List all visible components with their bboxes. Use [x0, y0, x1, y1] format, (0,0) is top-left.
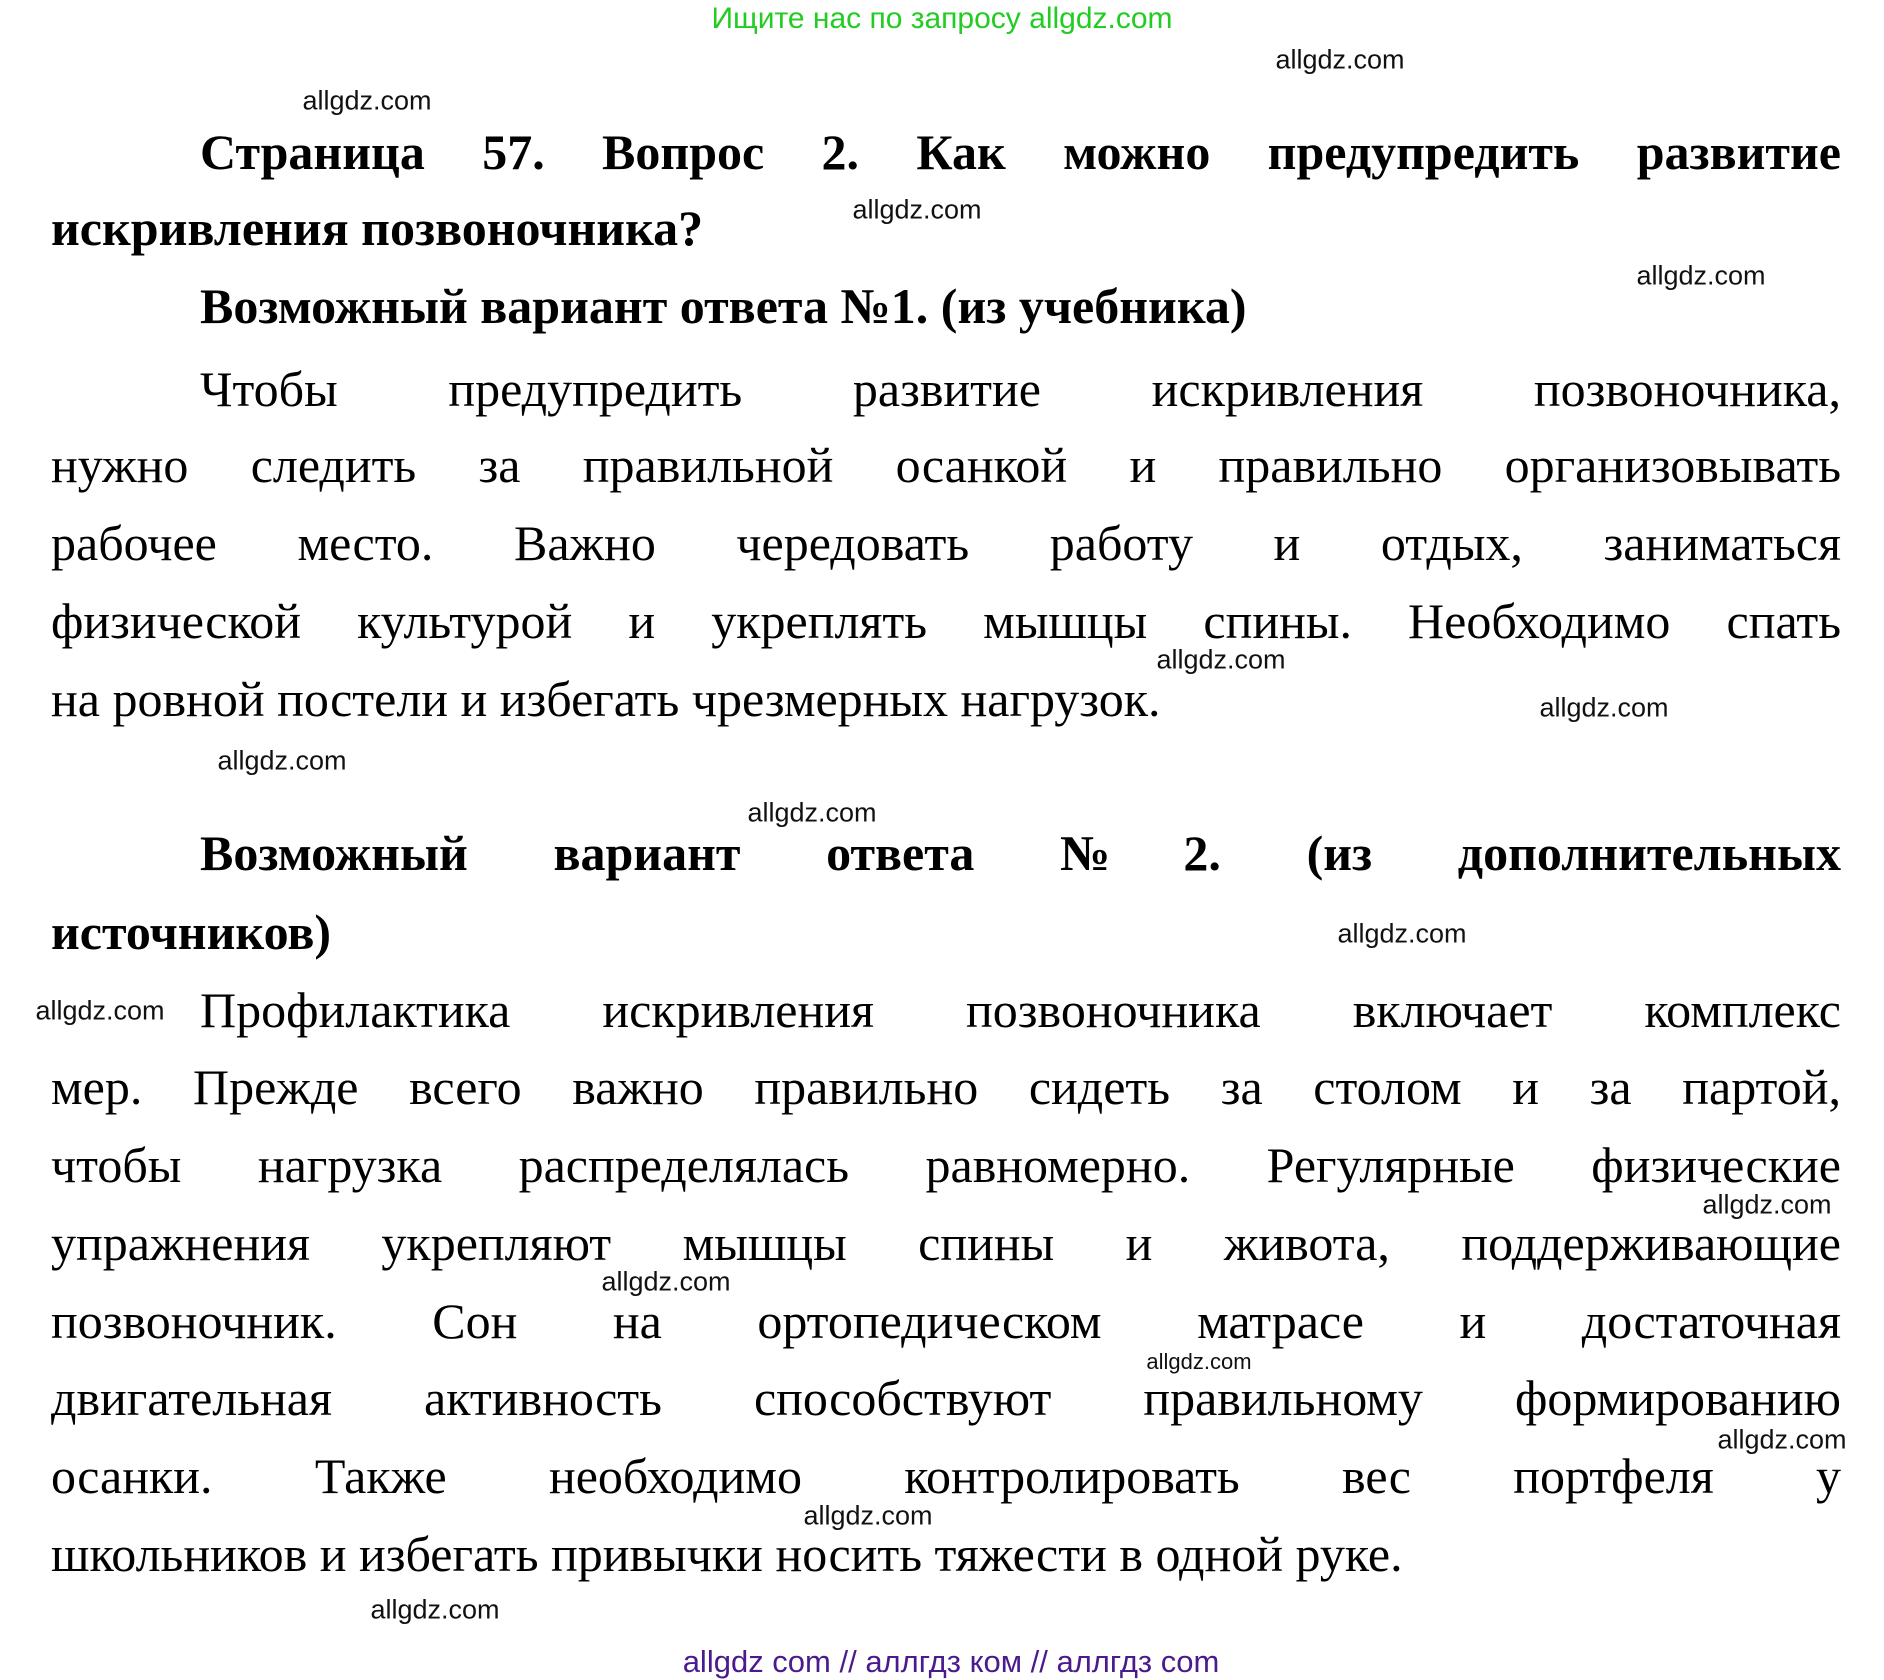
watermark: allgdz.com — [747, 797, 877, 828]
question-line: Страница 57. Вопрос 2. Как можно предупредить развитие — [200, 124, 1841, 180]
watermark: allgdz.com — [1636, 260, 1766, 291]
watermark: allgdz.com — [302, 85, 432, 116]
watermark: allgdz.com — [1702, 1189, 1832, 1220]
answer2-line: Профилактика искривления позвоночника включает комплекс — [200, 982, 1841, 1038]
watermark: allgdz.com — [852, 194, 982, 225]
answer2-title: Возможный вариант ответа №2. (из дополнительных — [200, 825, 1841, 881]
answer2-line: позвоночник. Сон на ортопедическом матрасе и достаточная — [51, 1293, 1841, 1349]
watermark: allgdz.com — [1337, 918, 1467, 949]
answer2-line: школьников и избегать привычки носить тяжести в одной руке. — [51, 1526, 1403, 1582]
answer2-line: двигательная активность способствуют правильному формированию — [51, 1370, 1841, 1426]
watermark: allgdz.com — [1275, 44, 1405, 75]
watermark: allgdz.com — [1146, 1349, 1252, 1374]
watermark: allgdz.com — [1717, 1424, 1847, 1455]
answer1-title: Возможный вариант ответа №1. (из учебника) — [200, 278, 1247, 334]
answer2-line: упражнения укрепляют мышцы спины и живота, поддерживающие — [51, 1215, 1841, 1271]
watermark: allgdz.com — [35, 995, 165, 1026]
answer1-line: физической культурой и укреплять мышцы спины. Необходимо спать — [51, 593, 1841, 649]
watermark: allgdz.com — [1156, 644, 1286, 675]
watermark: allgdz.com — [1539, 692, 1669, 723]
watermark: allgdz.com — [217, 745, 347, 776]
watermark: allgdz.com — [803, 1500, 933, 1531]
answer1-line: рабочее место. Важно чередовать работу и отдых, заниматься — [51, 515, 1841, 571]
answer2-line: чтобы нагрузка распределялась равномерно. Регулярные физические — [51, 1137, 1841, 1193]
answer1-line: нужно следить за правильной осанкой и правильно организовывать — [51, 437, 1841, 493]
watermark: allgdz.com — [601, 1266, 731, 1297]
question-line: искривления позвоночника? — [51, 200, 704, 256]
header-banner: Ищите нас по запросу allgdz.com — [711, 2, 1173, 35]
answer1-line: Чтобы предупредить развитие искривления позвоночника, — [200, 361, 1841, 417]
answer2-line: мер. Прежде всего важно правильно сидеть за столом и за партой, — [51, 1059, 1841, 1115]
answer2-line: осанки. Также необходимо контролировать вес портфеля у — [51, 1448, 1841, 1504]
watermark: allgdz.com — [370, 1594, 500, 1625]
answer1-line: на ровной постели и избегать чрезмерных нагрузок. — [51, 671, 1161, 727]
answer2-title: источников) — [51, 904, 331, 960]
footer-banner: allgdz com // аллгдз ком // аллгдз com — [682, 1644, 1220, 1679]
